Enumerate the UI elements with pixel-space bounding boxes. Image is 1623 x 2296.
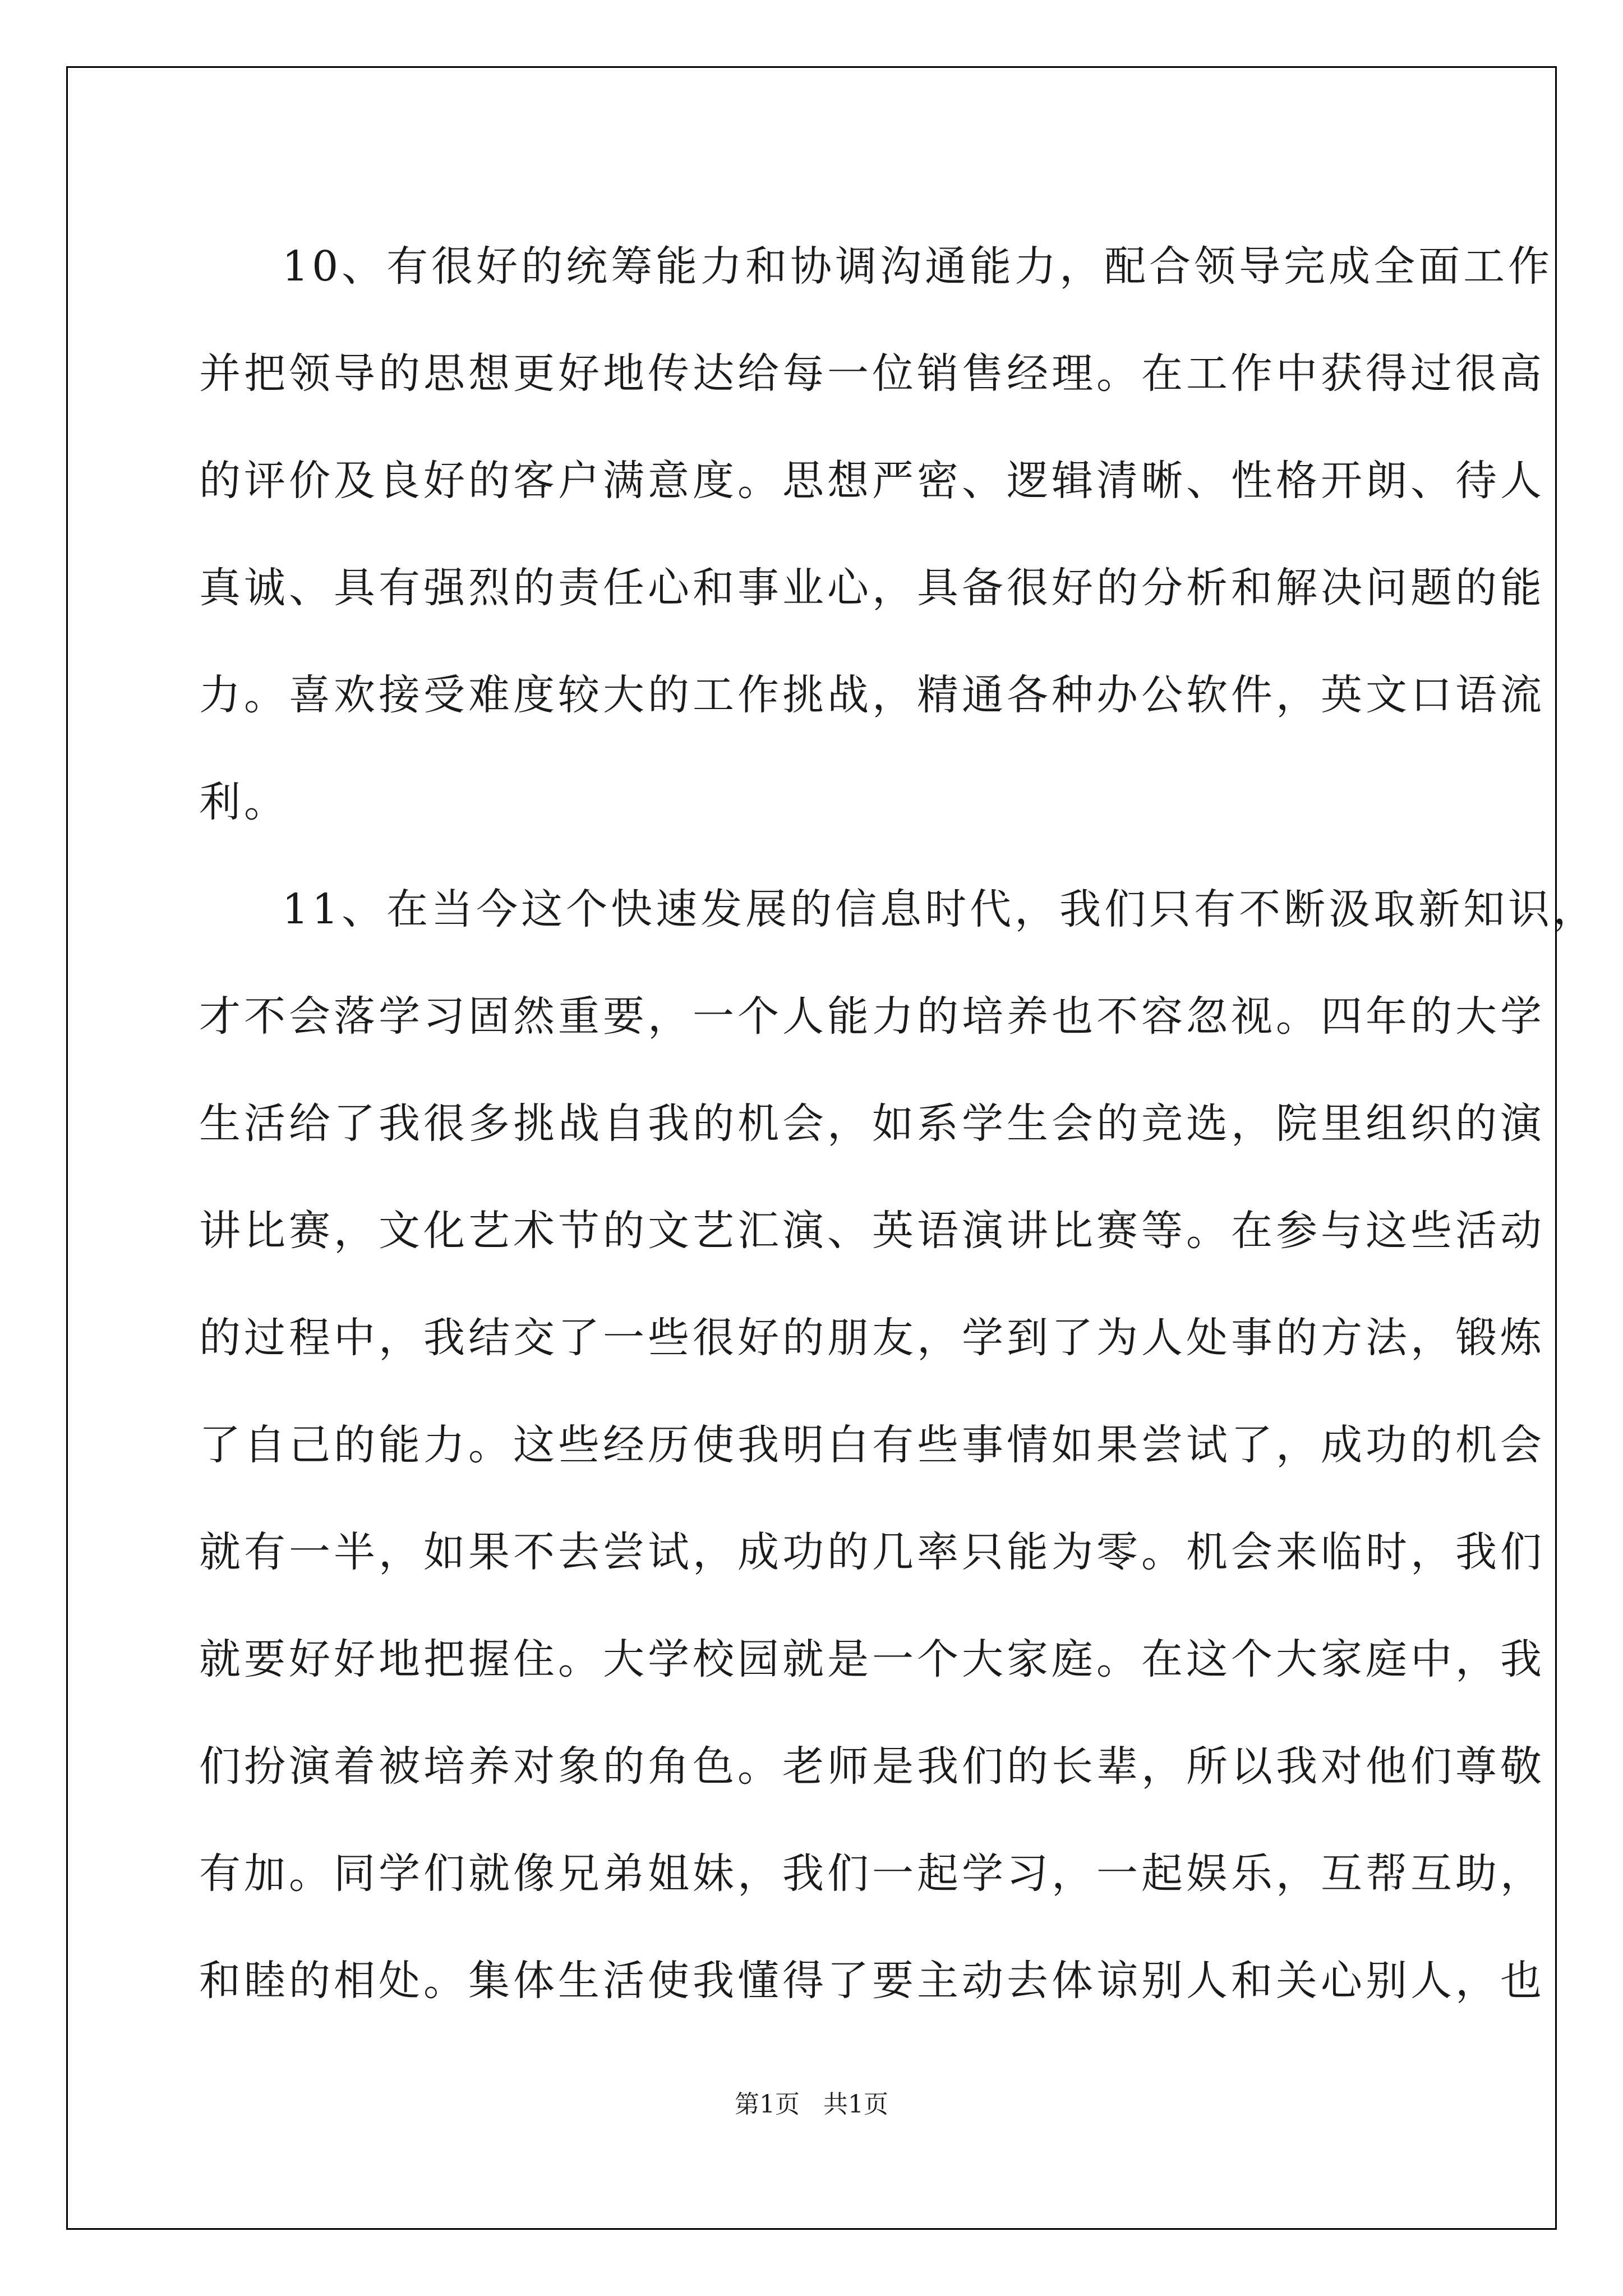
text-line: 的过程中，我结交了一些很好的朋友，学到了为人处事的方法，锻炼	[199, 1314, 1545, 1362]
text-line: 和睦的相处。集体生活使我懂得了要主动去体谅别人和关心别人，也	[199, 1957, 1545, 2005]
text-line: 们扮演着被培养对象的角色。老师是我们的长辈，所以我对他们尊敬	[199, 1742, 1545, 1791]
text-line: 了自己的能力。这些经历使我明白有些事情如果尝试了，成功的机会	[199, 1421, 1545, 1469]
text-line: 利。	[199, 778, 289, 826]
text-line: 有加。同学们就像兄弟姐妹，我们一起学习，一起娱乐，互帮互助，	[199, 1849, 1545, 1898]
text-line: 生活给了我很多挑战自我的机会，如系学生会的竞选，院里组织的演	[199, 1099, 1545, 1148]
text-line: 力。喜欢接受难度较大的工作挑战，精通各种办公软件，英文口语流	[199, 671, 1545, 719]
paragraph-2	[199, 856, 1598, 2035]
text-line: 才不会落学习固然重要，一个人能力的培养也不容忽视。四年的大学	[199, 992, 1545, 1041]
text-line: 就要好好地把握住。大学校园就是一个大家庭。在这个大家庭中，我	[199, 1635, 1545, 1683]
text-line: 讲比赛，文化艺术节的文艺汇演、英语演讲比赛等。在参与这些活动	[199, 1207, 1545, 1255]
text-line: 的评价及良好的客户满意度。思想严密、逻辑清晰、性格开朗、待人	[199, 457, 1545, 505]
text-line: 真诚、具有强烈的责任心和事业心，具备很好的分析和解决问题的能	[199, 564, 1545, 612]
page-number-footer: 第1页 共1页	[735, 2090, 888, 2119]
text-line: 10、有很好的统筹能力和协调沟通能力，配合领导完成全面工作	[282, 242, 1553, 291]
text-line: 11、在当今这个快速发展的信息时代，我们只有不断汲取新知识，	[282, 885, 1598, 933]
text-line: 就有一半，如果不去尝试，成功的几率只能为零。机会来临时，我们	[199, 1528, 1545, 1576]
text-line: 并把领导的思想更好地传达给每一位销售经理。在工作中获得过很高	[199, 349, 1545, 398]
paragraph-1	[199, 213, 1553, 856]
document-body	[199, 213, 1598, 2035]
